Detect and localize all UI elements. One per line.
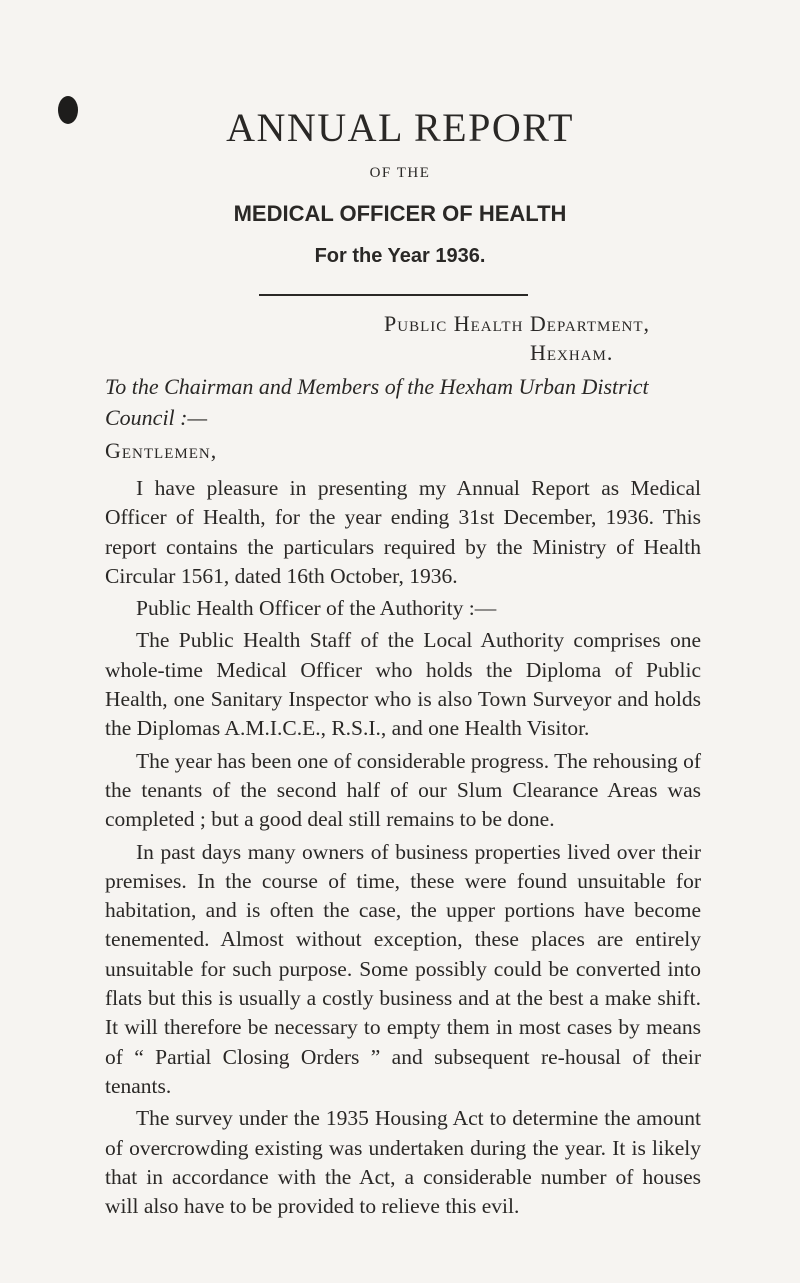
paragraph-business-properties: In past days many owners of business properties lived over their premises. In the course of time, these were found unsuitable for habitation, and is often the case, the upper portions have become tenemented. Almost without exception, these places are entirely unsuitable for such purpose. Some possibly could be converted into flats but this is usually a costly business and at the best a make shift. It will therefore be necessary to empty them in most cases by means of “ Partial Closing Orders ” and subsequent re-housal of their tenants. (105, 839, 701, 1098)
paragraph-introduction: I have pleasure in presenting my Annual Report as Medical Officer of Health, for the year ending 31st December, 1936. This report contains the particulars required by the Ministry of Health Circular 1561, dated 16th October, 1936. (105, 476, 701, 588)
report-year-heading: For the Year 1936. (314, 245, 486, 267)
report-officer-heading: MEDICAL OFFICER OF HEALTH (233, 201, 567, 226)
report-title: ANNUAL REPORT (226, 105, 574, 150)
town-line: Hexham. (530, 340, 614, 365)
divider-rule (259, 294, 528, 296)
department-line: Public Health Department, (384, 311, 651, 336)
report-subtitle-of-the: OF THE (369, 165, 431, 181)
paragraph-housing-survey: The survey under the 1935 Housing Act to determine the amount of overcrowding existing was undertaken during the year. It is likely that in accordance with the Act, a considerable number of houses will also have to be provided to relieve this evil. (105, 1106, 701, 1219)
paragraph-officer-heading: Public Health Officer of the Authority :— (136, 596, 497, 621)
greeting: Gentlemen, (105, 438, 218, 463)
paragraph-progress: The year has been one of considerable progress. The rehousing of the tenants of the second half of our Slum Clearance Areas was completed ; but a good deal still remains to be done. (105, 748, 701, 832)
report-body (105, 474, 701, 1224)
addressee-line-2: Council :— (105, 405, 208, 430)
paragraph-staff: The Public Health Staff of the Local Authority comprises one whole-time Medical Officer who holds the Diploma of Public Health, one Sanitary Inspector who is also Town Surveyor and holds the Diplomas A.M.I.C.E., R.S.I., and one Health Visitor. (105, 628, 701, 741)
addressee-line-1: To the Chairman and Members of the Hexham Urban District (105, 374, 649, 399)
